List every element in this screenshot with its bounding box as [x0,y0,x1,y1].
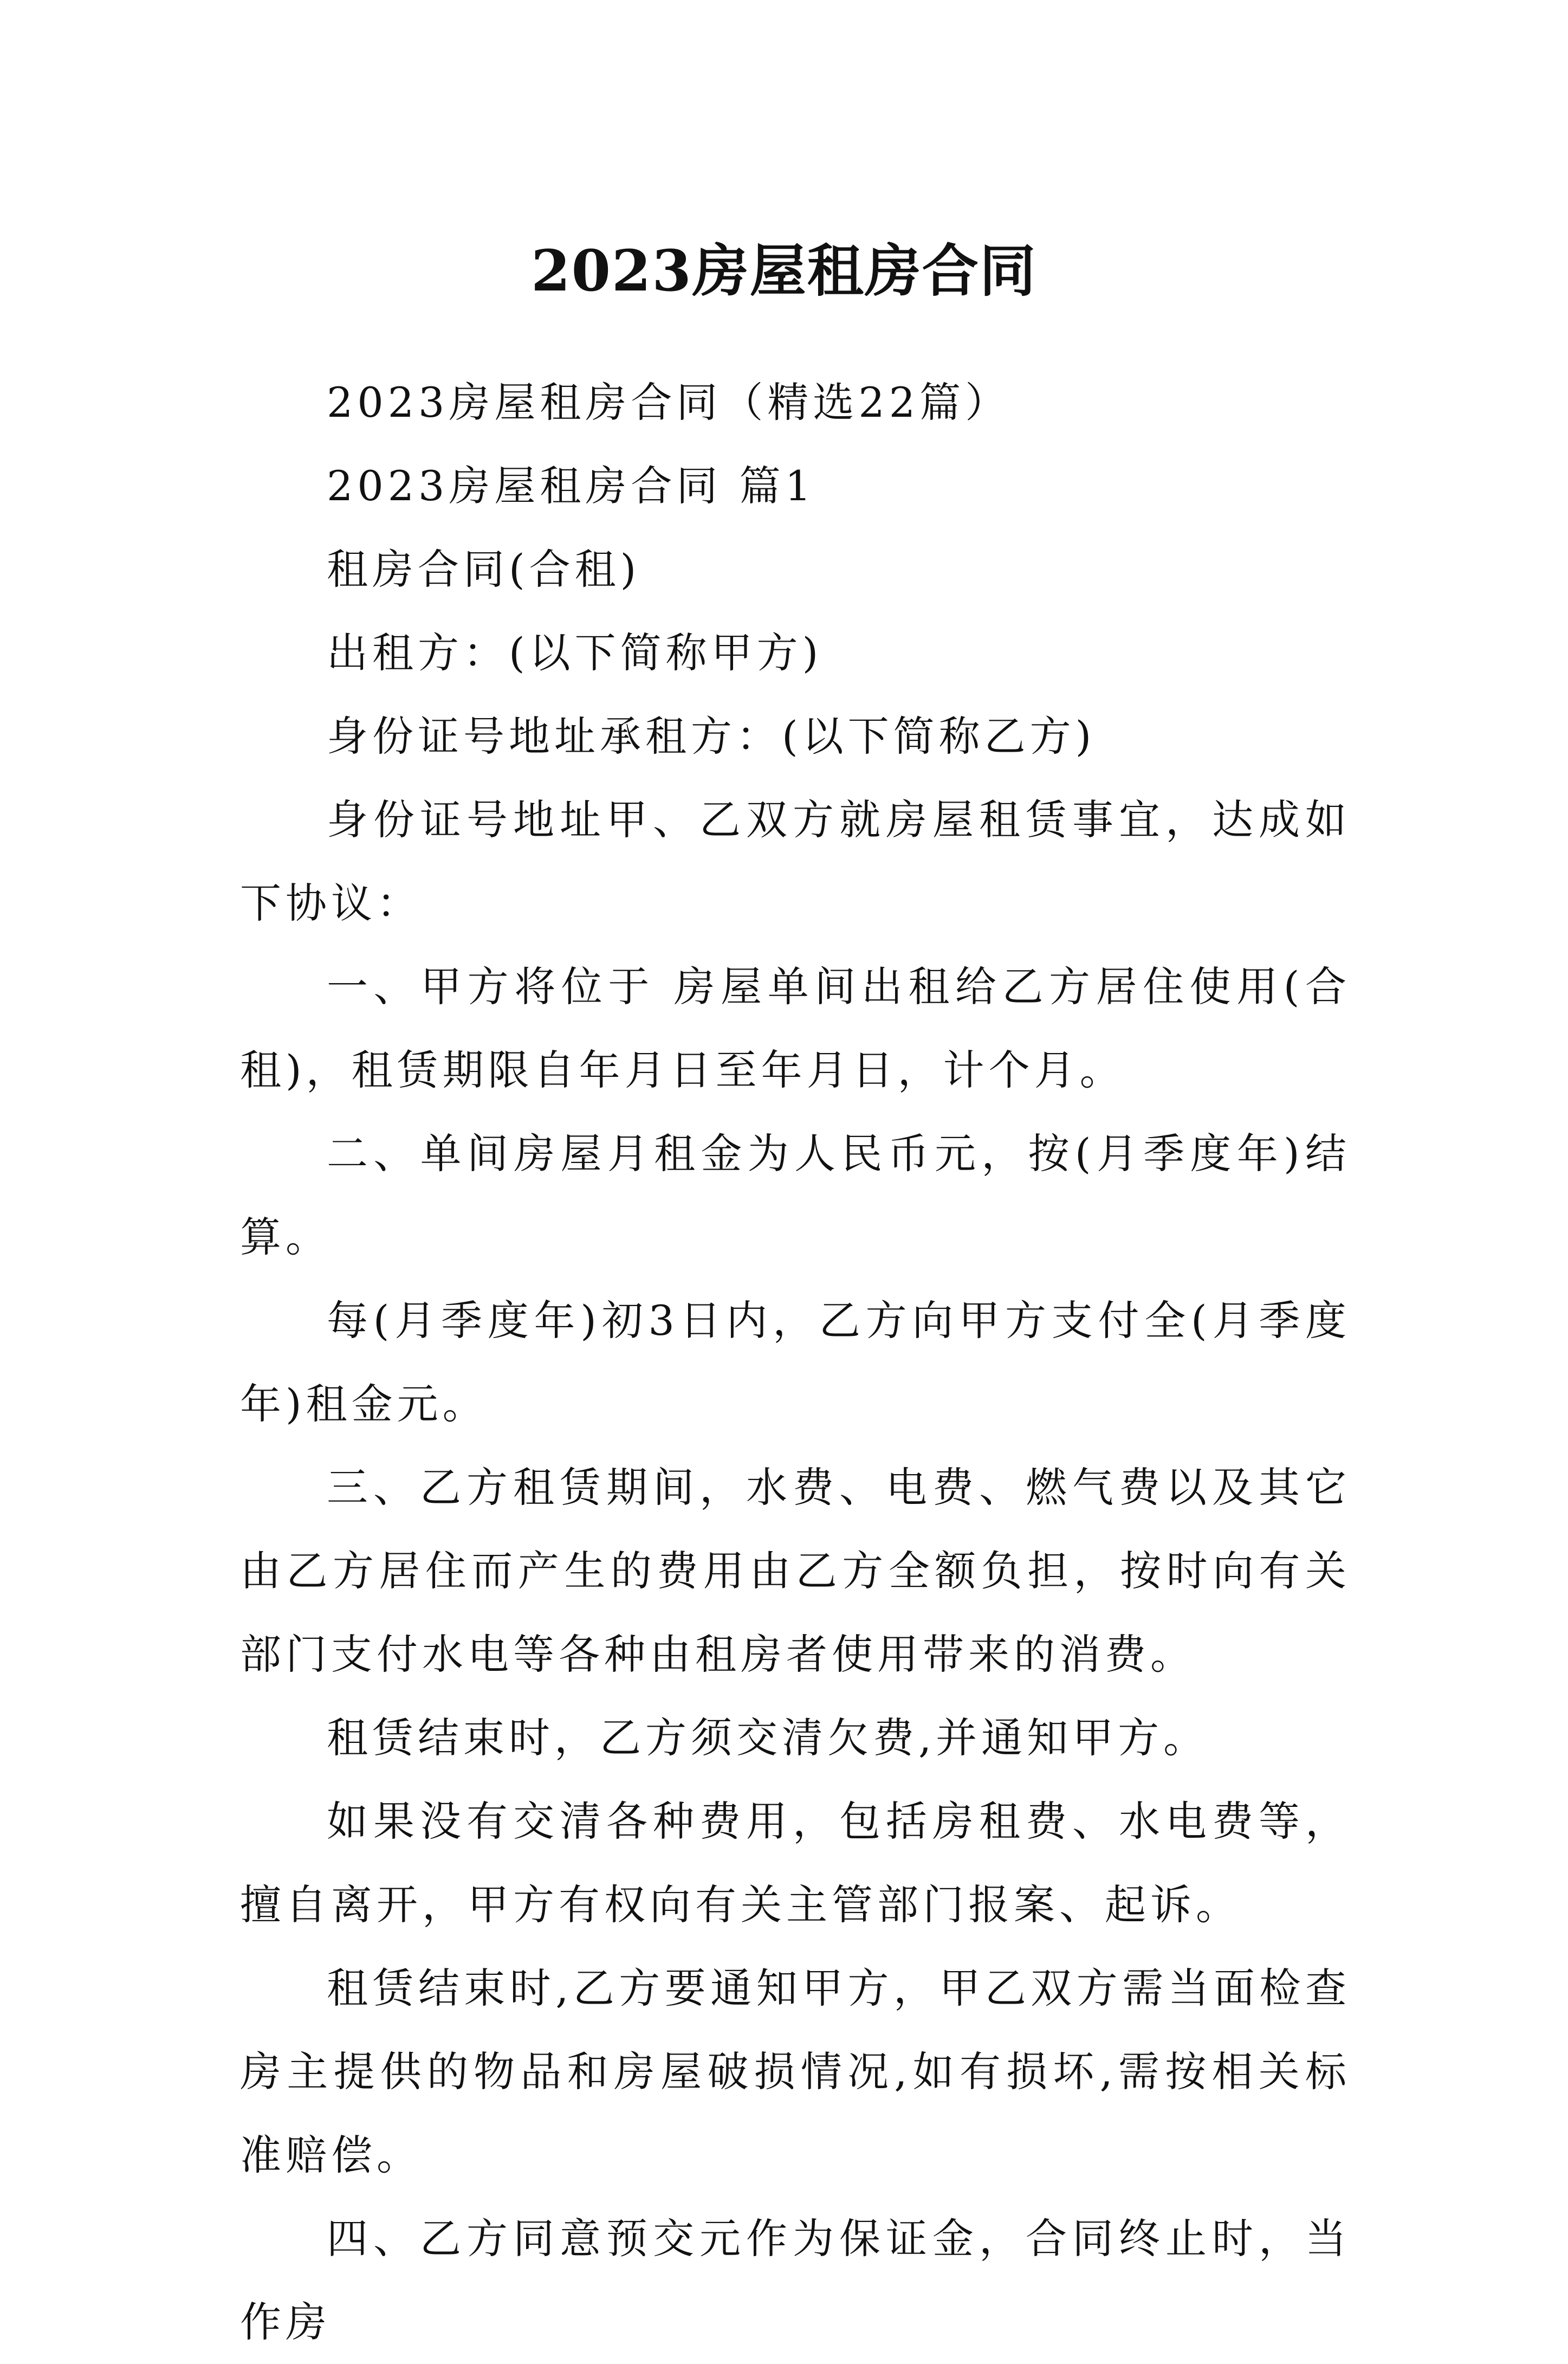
document-body [240,361,1351,2364]
paragraph-inspection: 租赁结束时,乙方要通知甲方，甲乙双方需当面检查房主提供的物品和房屋破损情况,如有损坏,需按相关标准赔偿。 [240,1964,1351,2179]
paragraph-subtitle: 2023房屋租房合同（精选22篇） [327,378,1011,427]
paragraph-settlement: 租赁结束时，乙方须交清欠费,并通知甲方。 [327,1714,1209,1762]
paragraph-clause-1: 一、甲方将位于 房屋单间出租给乙方居住使用(合租)，租赁期限自年月日至年月日，计个月。 [240,963,1351,1094]
paragraph-contract-type: 租房合同(合租) [327,545,641,593]
paragraph-lessee: 身份证号地址承租方：(以下简称乙方) [327,712,1096,760]
paragraph-agreement-intro: 身份证号地址甲、乙双方就房屋租赁事宜，达成如下协议： [240,796,1351,927]
paragraph-unpaid-fees: 如果没有交清各种费用，包括房租费、水电费等，擅自离开，甲方有权向有关主管部门报案、起诉。 [240,1797,1351,1929]
paragraph-clause-3: 三、乙方租赁期间，水费、电费、燃气费以及其它由乙方居住而产生的费用由乙方全额负担，按时向有关部门支付水电等各种由租房者使用带来的消费。 [240,1463,1351,1678]
paragraph-payment: 每(月季度年)初3日内，乙方向甲方支付全(月季度年)租金元。 [240,1296,1351,1428]
paragraph-section-heading: 2023房屋租房合同 篇1 [327,462,815,510]
paragraph-clause-2: 二、单间房屋月租金为人民币元，按(月季度年)结算。 [240,1129,1351,1261]
paragraph-clause-4: 四、乙方同意预交元作为保证金，合同终止时，当作房 [240,2214,1351,2346]
paragraph-lessor: 出租方：(以下简称甲方) [327,629,823,677]
document-title: 2023房屋租房合同 [531,237,1037,304]
